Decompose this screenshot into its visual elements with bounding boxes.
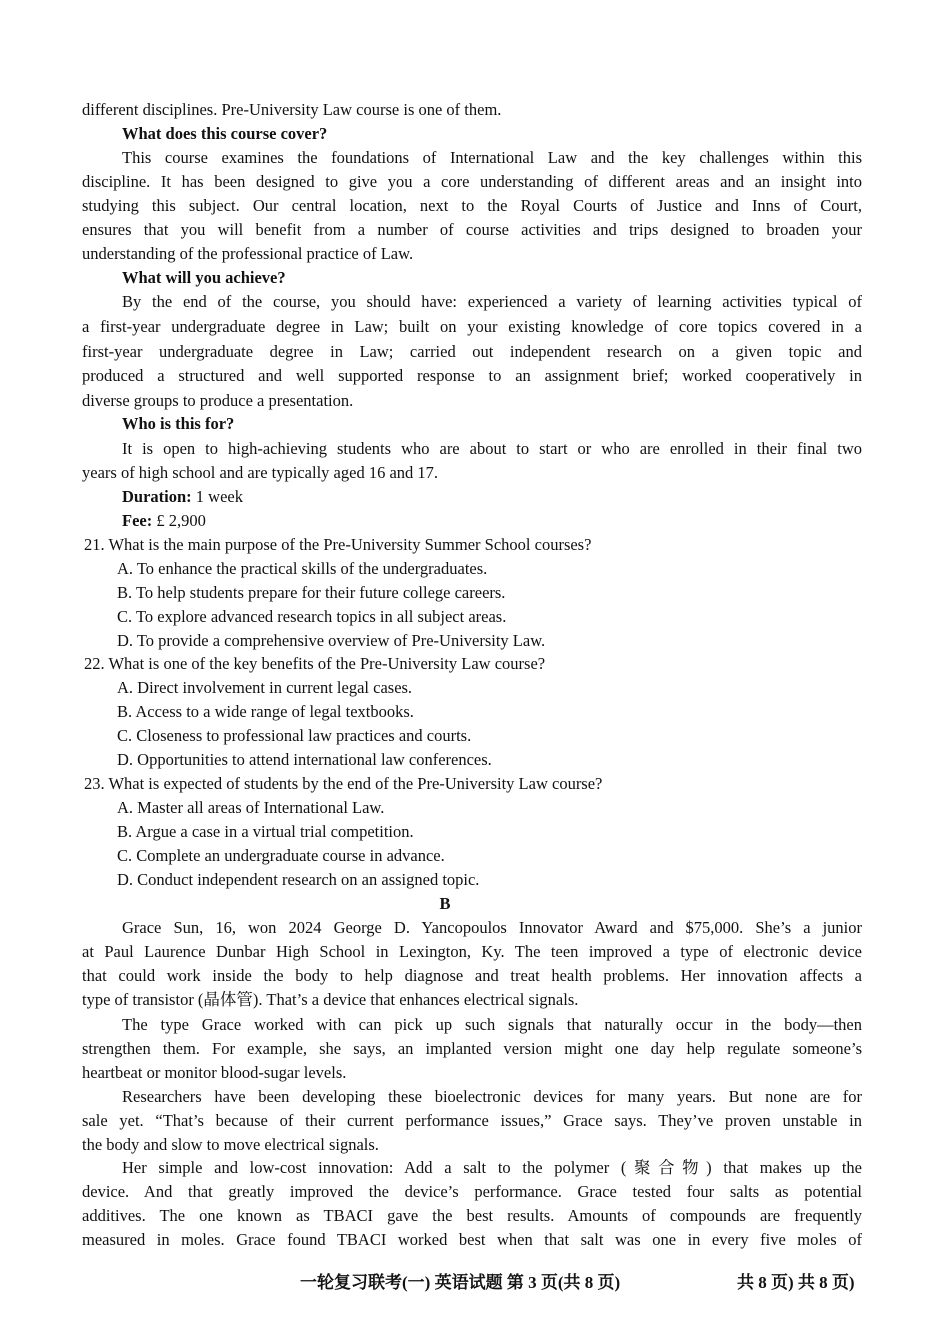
b-p4-line-1: Her simple and low-cost innovation: Add a salt to the polymer (聚合物) that makes up the <box>122 1158 862 1177</box>
duration-label: Duration: <box>122 487 192 506</box>
cover-line-2: discipline. It has been designed to give you a core understanding of different areas and an insight into <box>82 172 862 191</box>
achieve-line-5: diverse groups to produce a presentation. <box>82 391 354 410</box>
fee-row <box>122 509 862 533</box>
b-p1-line-3: that could work inside the body to help diagnose and treat health problems. Her innovation affects a <box>82 966 862 985</box>
cover-line-3: studying this subject. Our central location, next to the Royal Courts of Justice and Inns of Court, <box>82 196 862 215</box>
b-p3-line-1: Researchers have been developing these bioelectronic devices for many years. But none are for <box>122 1087 862 1106</box>
question-22-stem: 22. What is one of the key benefits of the Pre-University Law course? <box>84 654 546 673</box>
question-21-option-b: B. To help students prepare for their future college careers. <box>117 583 506 602</box>
b-p3-line-3: the body and slow to move electrical signals. <box>82 1135 379 1154</box>
question-23-option-a: A. Master all areas of International Law. <box>117 798 385 817</box>
fee-label: Fee: <box>122 511 153 530</box>
question-22-option-d: D. Opportunities to attend international law conferences. <box>117 750 492 769</box>
page-footer-right: 共 8 页) 共 8 页) <box>737 1273 855 1292</box>
question-21-option-a: A. To enhance the practical skills of the undergraduates. <box>117 559 488 578</box>
cover-line-5: understanding of the professional practice of Law. <box>82 244 414 263</box>
who-line-1: It is open to high-achieving students who are about to start or who are enrolled in their final two <box>122 439 862 458</box>
b-p1-line-4: type of transistor (晶体管). That’s a device that enhances electrical signals. <box>82 990 579 1009</box>
passage-b-label: B <box>439 894 451 913</box>
b-p1-line-2: at Paul Laurence Dunbar High School in Lexington, Ky. The teen improved a type of electronic device <box>82 942 862 961</box>
achieve-line-2: a first-year undergraduate degree in Law; built on your existing knowledge of core topics covered in a <box>82 317 862 336</box>
question-22-option-b: B. Access to a wide range of legal textbooks. <box>117 702 414 721</box>
achieve-line-4: produced a structured and well supported response to an assignment brief; worked cooperatively in <box>82 366 862 385</box>
question-23-option-b: B. Argue a case in a virtual trial competition. <box>117 822 414 841</box>
b-p4-line-3: additives. The one known as TBACI gave the best results. Amounts of compounds are frequently <box>82 1206 862 1225</box>
question-23-option-d: D. Conduct independent research on an assigned topic. <box>117 870 480 889</box>
intro-end-line: different disciplines. Pre-University Law course is one of them. <box>82 100 502 119</box>
b-p2-line-3: heartbeat or monitor blood-sugar levels. <box>82 1063 347 1082</box>
b-p4-line-2: device. And that greatly improved the device’s performance. Grace tested four salts as potential <box>82 1182 862 1201</box>
b-p2-line-1: The type Grace worked with can pick up such signals that naturally occur in the body—then <box>122 1015 862 1034</box>
cover-line-4: ensures that you will benefit from a number of course activities and trips designed to broaden your <box>82 220 862 239</box>
duration-value: 1 week <box>195 487 243 506</box>
question-21-option-c: C. To explore advanced research topics in all subject areas. <box>117 607 507 626</box>
question-23-option-c: C. Complete an undergraduate course in advance. <box>117 846 445 865</box>
page-footer: 一轮复习联考(一) 英语试题 第 3 页(共 8 页) <box>300 1273 621 1292</box>
heading-achieve: What will you achieve? <box>122 268 286 287</box>
cover-line-1: This course examines the foundations of International Law and the key challenges within this <box>122 148 862 167</box>
fee-value: £ 2,900 <box>156 511 206 530</box>
b-p2-line-2: strengthen them. For example, she says, an implanted version might one day help regulate someone’s <box>82 1039 862 1058</box>
achieve-line-1: By the end of the course, you should have: experienced a variety of learning activities typical of <box>122 292 862 311</box>
b-p4-line-4: measured in moles. Grace found TBACI worked best when that salt was one in every five moles of <box>82 1230 862 1249</box>
duration-row <box>122 485 862 509</box>
question-21-stem: 21. What is the main purpose of the Pre-University Summer School courses? <box>84 535 592 554</box>
b-p1-line-1: Grace Sun, 16, won 2024 George D. Yancopoulos Innovator Award and $75,000. She’s a junior <box>122 918 862 937</box>
question-23-stem: 23. What is expected of students by the end of the Pre-University Law course? <box>84 774 603 793</box>
heading-who: Who is this for? <box>122 414 235 433</box>
achieve-line-3: first-year undergraduate degree in Law; carried out independent research on a given topic and <box>82 342 862 361</box>
b-p3-line-2: sale yet. “That’s because of their current performance issues,” Grace says. They’ve proven unstable in <box>82 1111 862 1130</box>
who-line-2: years of high school and are typically aged 16 and 17. <box>82 463 439 482</box>
question-22-option-c: C. Closeness to professional law practices and courts. <box>117 726 472 745</box>
heading-cover: What does this course cover? <box>122 124 328 143</box>
question-21-option-d: D. To provide a comprehensive overview of Pre-University Law. <box>117 631 546 650</box>
question-22-option-a: A. Direct involvement in current legal cases. <box>117 678 413 697</box>
